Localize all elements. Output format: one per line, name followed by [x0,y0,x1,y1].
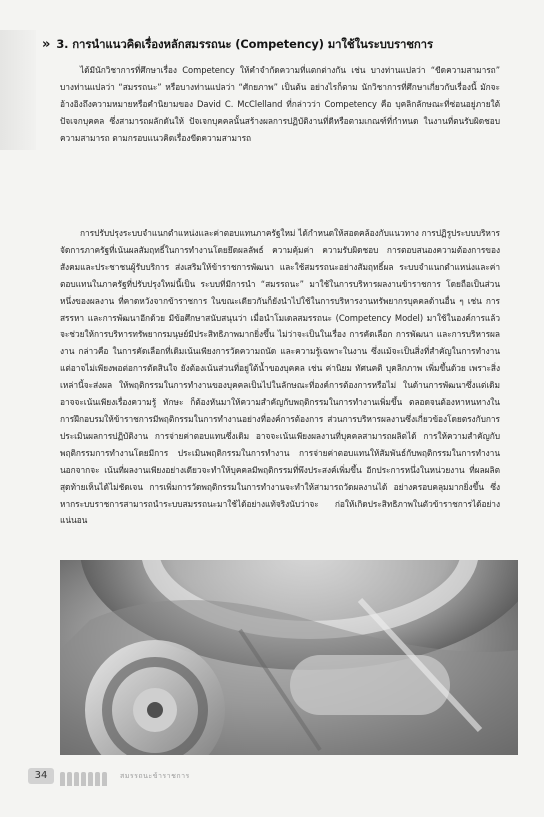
figure-icon [88,772,93,786]
paragraph-1-text: ได้มีนักวิชาการที่ศึกษาเรื่อง Competency ให้คำจำกัดความที่แตกต่างกัน เช่น บางท่านแปลว่า “ขีดความสามารถ” บางท่านแปลว่า “สมรรถนะ” หรือบางท่านแปลว่า “ศักยภาพ” เป็นต้น อย่างไรก็ตาม นักวิชาการที่ศึกษาเกี่ยวกับเรื่องนี้ มักจะอ้างอิงถึงความหมายหรือคำนิยามของ David C. McClelland ที่กล่าวว่า Competency คือ บุคลิกลักษณะที่ซ่อนอยู่ภายใต้ปัจเจกบุคคล ซึ่งสามารถผลักดันให้ ปัจเจกบุคคลนั้นสร้างผลการปฏิบัติงานที่ดีหรือตามเกณฑ์ที่กำหนด ในงานที่ตนรับผิดชอบ ความสามารถ ตามกรอบแนวคิดเรื่องขีดความสามารถ [60,65,500,143]
wheel-illustration [60,560,518,755]
section-heading [42,36,512,54]
heading-marker: » [42,37,51,52]
figure-icon [95,772,100,786]
figure-icon [74,772,79,786]
page-number: 34 [28,768,54,784]
figure-icon [81,772,86,786]
paragraph-2 [60,225,500,529]
wheel-photo [60,560,518,755]
heading-text: 3. การนำแนวคิดเรื่องหลักสมรรถนะ (Competency) มาใช้ในระบบราชการ [56,37,433,51]
side-decoration [0,30,36,150]
footer-label: สมรรถนะข้าราชการ [120,772,190,780]
figure-icon [60,772,65,786]
figure-icon [67,772,72,786]
paragraph-2-text: การปรับปรุงระบบจำแนกตำแหน่งและค่าตอบแทนภาครัฐใหม่ ได้กำหนดให้สอดคล้องกับแนวทาง การปฏิรูประบบบริหารจัดการภาครัฐที่เน้นผลสัมฤทธิ์ในการทำงานโดยยึดผลลัพธ์ ความคุ้มค่า ความรับผิดชอบ การตอบสนองความต้องการของสังคมและประชาชนผู้รับบริการ ส่งเสริมให้ข้าราชการพัฒนา และใช้สมรรถนะอย่างสัมฤทธิ์ผล ระบบจำแนกตำแหน่งและค่าตอบแทนในภาครัฐที่ปรับปรุงใหม่นี้เป็น ระบบที่มีการนำ “สมรรถนะ” มาใช้ในการบริหารผลงานข้าราชการ โดยถือเป็นส่วนหนึ่งของผลงาน ที่คาดหวังจากข้าราชการ ในขณะเดียวกันก็ยังนำไปใช้ในการบริหารงานทรัพยากรบุคคลด้านอื่น ๆ เช่น การสรรหา และการพัฒนาอีกด้วย มีข้อศึกษาสนับสนุนว่า เมื่อนำโมเดลสมรรถนะ (Competency Model) มาใช้ในองค์การแล้ว จะช่วยให้การบริหารทรัพยากรมนุษย์มีประสิทธิภาพมากยิ่งขึ้น ไม่ว่าจะเป็นในเรื่อง การคัดเลือก การพัฒนา และการบริหารผลงาน กล่าวคือ ในการคัดเลือกที่เดิมเน้นเพียงการวัดความถนัด และความรู้เฉพาะในงาน ซึ่งแม้จะเป็นสิ่งที่สำคัญในการทำงาน แต่อาจไม่เพียงพอต่อการตัดสินใจ ยังต้องเน้นส่วนที่อยู่ใต้น้ำของบุคคล เช่น ค่านิยม ทัศนคติ บุคลิกภาพ เพิ่มขึ้นด้วย เพราะสิ่งเหล่านี้จะส่งผล ให้พฤติกรรมในการทำงานของบุคคลเป็นไปในลักษณะที่องค์การต้องการหรือไม่ ในด้านการพัฒนาซึ่งแต่เดิม อาจจะเน้นเพียงเรื่องความรู้ ทักษะ ก็ต้องหันมาให้ความสำคัญกับพฤติกรรมในการทำงานเพิ่มขึ้น ตลอดจนต้องหาหนทางในการฝึกอบรมให้ข้าราชการมีพฤติกรรมในการทำงานอย่างที่องค์การต้องการ ส่วนการบริหารผลงานซึ่งเกี่ยวข้องโดยตรงกับการประเมินผลการปฏิบัติงาน การจ่ายค่าตอบแทนซึ่งเดิม อาจจะเน้นเพียงผลงานที่บุคคลสามารถผลิตได้ การให้ความสำคัญกับพฤติกรรมการทำงานโดยมีการ ประเมินพฤติกรรมในการทำงาน การจ่ายค่าตอบแทนให้สัมพันธ์กับพฤติกรรมในการทำงาน นอกจากจะ เน้นที่ผลงานเพียงอย่างเดียวจะทำให้บุคคลมีพฤติกรรมที่พึงประสงค์เพิ่มขึ้น อีกประการหนึ่งในหน่วยงาน ที่ผลผลิตสุดท้ายเห็นได้ไม่ชัดเจน การเพิ่มการวัดพฤติกรรมในการทำงานจะทำให้สามารถวัดผลงานได้ อย่างครอบคลุมมากยิ่งขึ้น ซึ่งหากระบบราชการสามารถนำระบบสมรรถนะมาใช้ได้อย่างแท้จริงนับว่าจะ ก่อให้เกิดประสิทธิภาพในตัวข้าราชการได้อย่างแน่นอน [60,228,500,526]
footer-figures-graphic [60,766,107,786]
figure-icon [102,772,107,786]
paragraph-1 [60,62,500,147]
